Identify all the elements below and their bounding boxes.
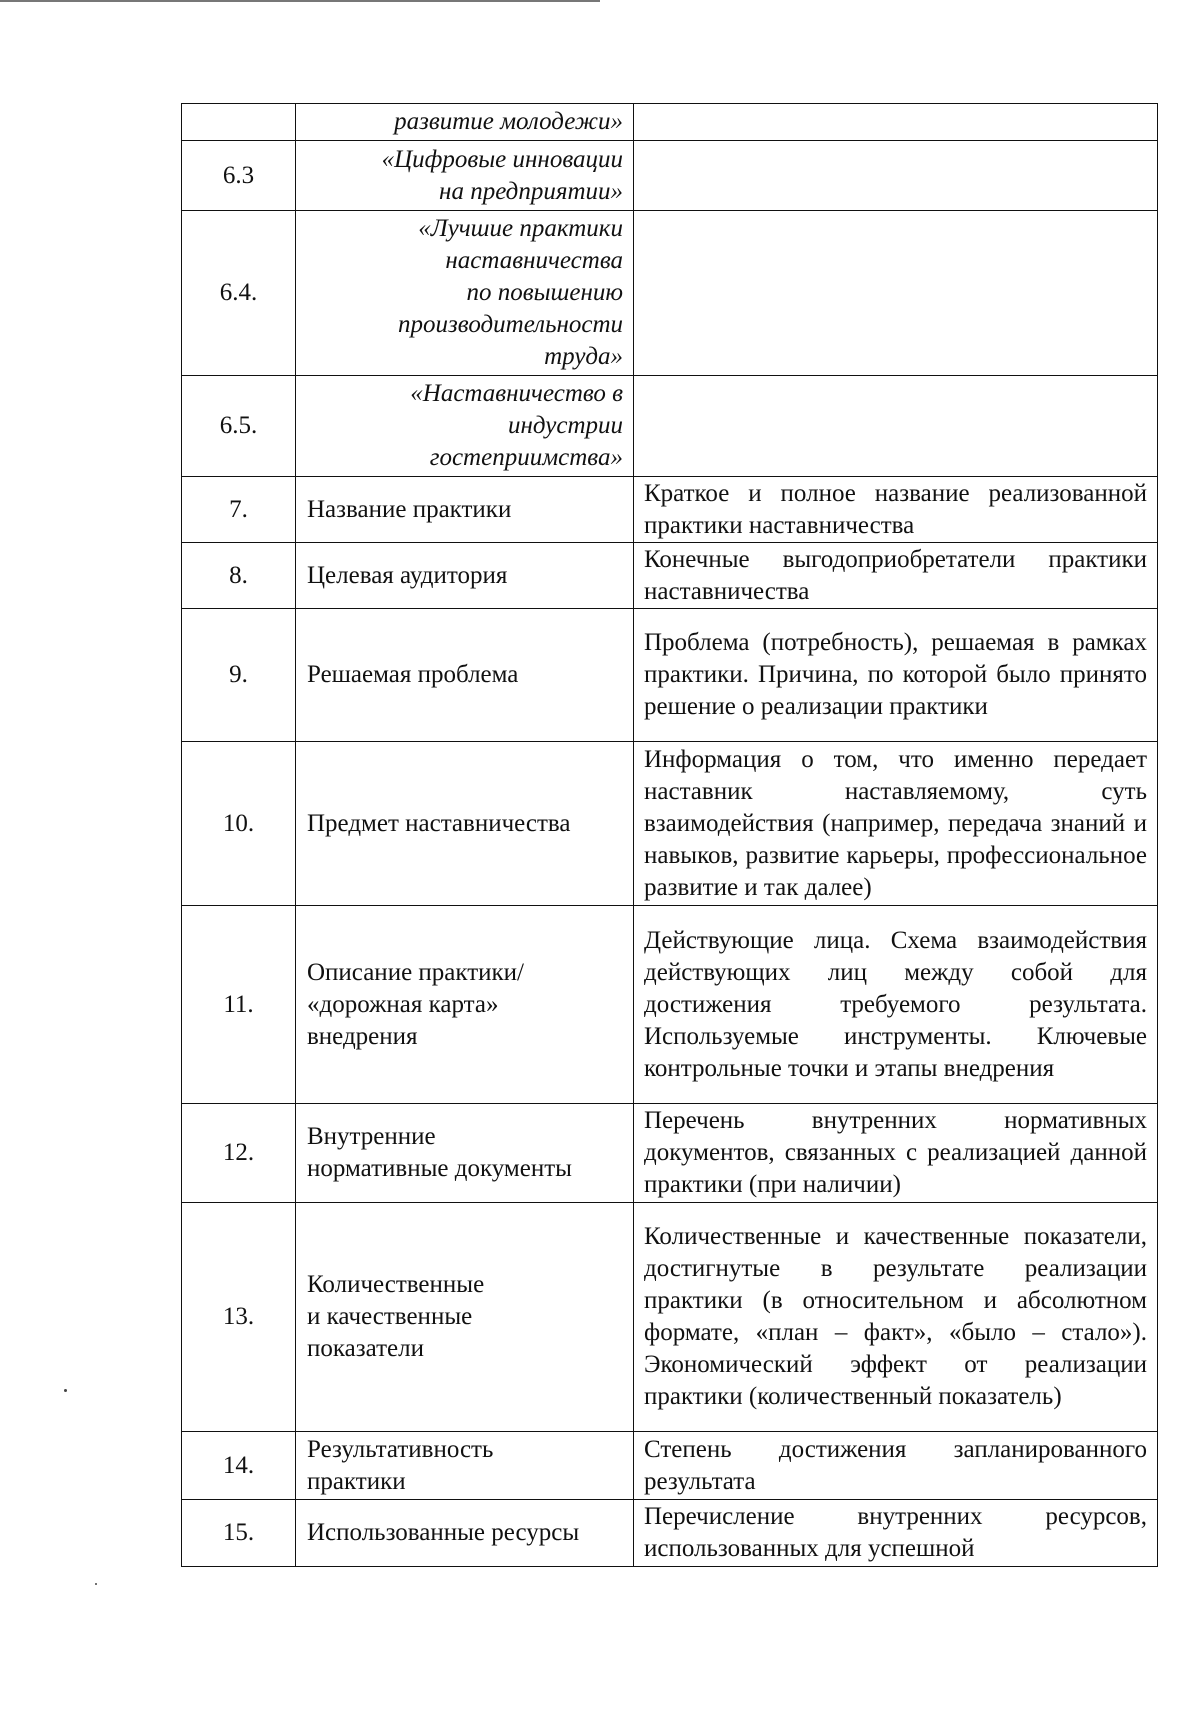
row-title: Внутренние нормативные документы	[296, 1104, 634, 1203]
scan-speck	[64, 1389, 67, 1392]
row-title: Результативность практики	[296, 1432, 634, 1500]
table-row	[182, 609, 1158, 742]
table-row	[182, 104, 1158, 141]
row-number: 10.	[182, 742, 296, 906]
row-title: Использованные ресурсы	[296, 1500, 634, 1567]
table-row	[182, 1104, 1158, 1203]
row-number: 9.	[182, 609, 296, 742]
table-row	[182, 477, 1158, 543]
row-description: Конечные выгодоприобретатели практики наставничества	[634, 543, 1158, 609]
row-description	[634, 104, 1158, 141]
table-row	[182, 906, 1158, 1104]
row-description: Перечисление внутренних ресурсов, использованных для успешной	[634, 1500, 1158, 1567]
scan-speck	[95, 1583, 97, 1585]
table-row	[182, 1203, 1158, 1432]
table-row	[182, 141, 1158, 211]
row-title: Предмет наставничества	[296, 742, 634, 906]
row-title: Название практики	[296, 477, 634, 543]
row-description: Перечень внутренних нормативных документов, связанных с реализацией данной практики (при наличии)	[634, 1104, 1158, 1203]
scan-top-edge-line	[0, 0, 600, 2]
table-row	[182, 211, 1158, 376]
row-description: Количественные и качественные показатели, достигнутые в результате реализации практики (в относительном и абсолютном формате, «план – факт», «было – стало»). Экономический эффект от реализации практики (количественный показатель)	[634, 1203, 1158, 1432]
row-number: 7.	[182, 477, 296, 543]
row-description: Проблема (потребность), решаемая в рамках практики. Причина, по которой было принято решение о реализации практики	[634, 609, 1158, 742]
row-number: 8.	[182, 543, 296, 609]
row-description	[634, 211, 1158, 376]
row-title: Количественные и качественные показатели	[296, 1203, 634, 1432]
row-description: Степень достижения запланированного результата	[634, 1432, 1158, 1500]
row-description	[634, 376, 1158, 477]
row-description: Действующие лица. Схема взаимодействия действующих лиц между собой для достижения требуемого результата. Используемые инструменты. Ключевые контрольные точки и этапы внедрения	[634, 906, 1158, 1104]
practice-description-table	[181, 103, 1158, 1567]
row-description: Информация о том, что именно передает наставник наставляемому, суть взаимодействия (например, передача знаний и навыков, развитие карьеры, профессиональное развитие и так далее)	[634, 742, 1158, 906]
row-description: Краткое и полное название реализованной практики наставничества	[634, 477, 1158, 543]
row-title: «Лучшие практики наставничества по повышению производительности труда»	[296, 211, 634, 376]
table-row	[182, 742, 1158, 906]
row-number	[182, 104, 296, 141]
row-title: «Цифровые инновации на предприятии»	[296, 141, 634, 211]
table-row	[182, 543, 1158, 609]
table-row	[182, 1432, 1158, 1500]
row-number: 12.	[182, 1104, 296, 1203]
row-number: 13.	[182, 1203, 296, 1432]
row-number: 6.3	[182, 141, 296, 211]
row-number: 11.	[182, 906, 296, 1104]
row-title: Описание практики/ «дорожная карта» внедрения	[296, 906, 634, 1104]
row-title: Решаемая проблема	[296, 609, 634, 742]
table-row	[182, 1500, 1158, 1567]
row-title: Целевая аудитория	[296, 543, 634, 609]
row-number: 14.	[182, 1432, 296, 1500]
row-title: «Наставничество в индустрии гостеприимства»	[296, 376, 634, 477]
row-description	[634, 141, 1158, 211]
row-number: 6.5.	[182, 376, 296, 477]
row-number: 15.	[182, 1500, 296, 1567]
row-title: развитие молодежи»	[296, 104, 634, 141]
table-row	[182, 376, 1158, 477]
row-number: 6.4.	[182, 211, 296, 376]
